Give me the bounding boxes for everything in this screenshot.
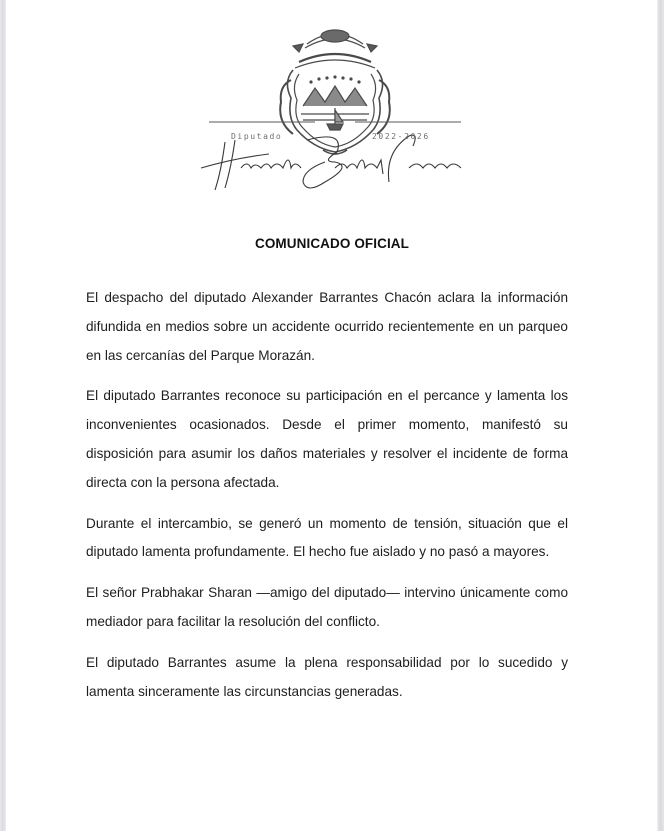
letterhead-label: Diputado <box>231 132 283 141</box>
paragraph: Durante el intercambio, se generó un momento de tensión, situación que el diputado lamenta profundamente. El hecho fue aislado y no pasó a mayores. <box>86 515 568 560</box>
paragraph: El señor Prabhakar Sharan —amigo del diputado— intervino únicamente como mediador para facilitar la resolución del conflicto. <box>86 585 568 629</box>
paragraph: El diputado Barrantes reconoce su participación en el percance y lamenta los inconvenientes ocasionados. Desde el primer momento, manifestó su disposición para asumir los daños materiales y resolver el incidente de forma directa con la persona afectada. <box>86 388 568 490</box>
page-edge-right <box>657 0 664 831</box>
letterhead <box>195 22 475 194</box>
document-title: COMUNICADO OFICIAL <box>254 236 410 251</box>
letterhead-period: 2022-2026 <box>372 132 430 141</box>
signature-icon <box>201 135 461 190</box>
paragraph: El despacho del diputado Alexander Barrantes Chacón aclara la información difundida en medios sobre un accidente ocurrido recientemente en un parqueo en las cercanías del Parque Morazán. <box>86 290 568 363</box>
document-body <box>86 284 568 718</box>
paragraph: El diputado Barrantes asume la plena responsabilidad por lo sucedido y lamenta sinceramente las circunstancias generadas. <box>86 654 568 699</box>
page-edge-left <box>0 0 6 831</box>
coat-of-arms-icon <box>195 22 475 194</box>
